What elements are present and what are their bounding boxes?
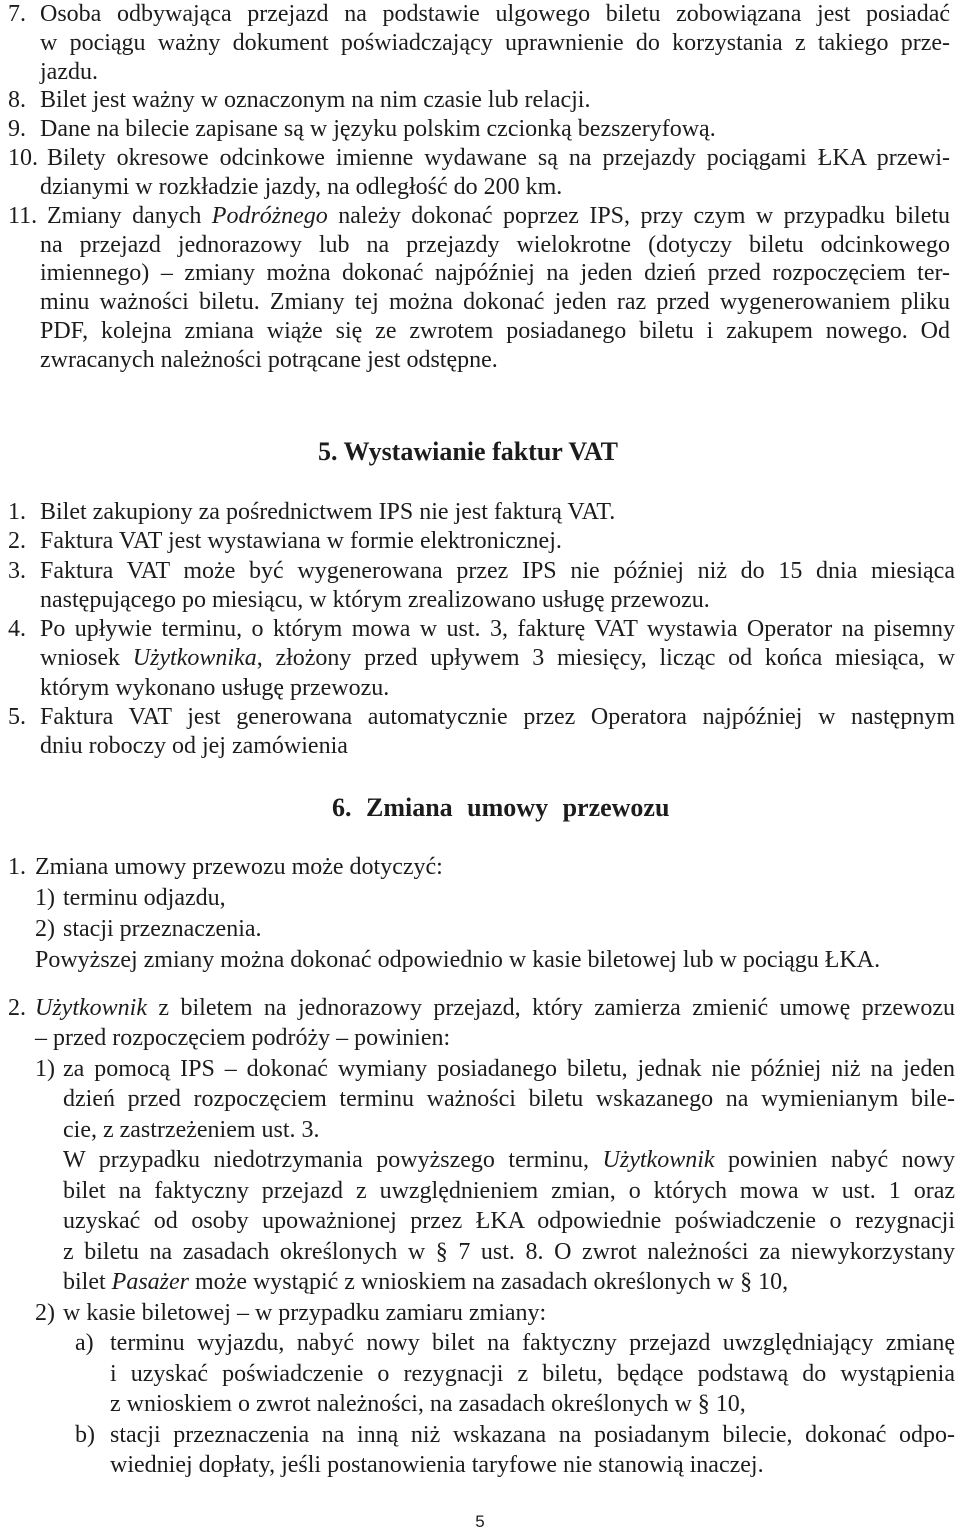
defined-term: Użytkownik [602,1147,715,1174]
section-heading-5: 5. Wystawianie faktur VAT [318,437,619,466]
paragraph-line: dzianymi w rozkładzie jazdy, na odległość do 200 km. [40,173,563,200]
paragraph-line: zwracanych należności potrącane jest odstępne. [40,346,498,373]
paragraph-line: z wnioskiem o zwrot należności, na zasadach określonych w § 10, [110,1391,746,1418]
section-heading-6: 6. Zmiana umowy przewozu [332,793,670,822]
defined-term: Użytkownika [132,645,257,672]
text-segment: Zmiany danych [47,202,212,229]
paragraph-line: Bilety okresowe odcinkowe imienne wydawane są na przejazdy pociągami ŁKA przewi- [47,145,950,172]
sub-item-number: 1) [35,885,55,911]
item-number: 4. [8,616,26,642]
text-segment: powinien nabyć nowy [714,1147,955,1174]
sub-item-a [75,1328,955,1419]
list-item-2 [8,993,955,1481]
note-line: Powyższej zmiany można dokonać odpowiednio w kasie biletowej lub w pociągu ŁKA. [35,947,881,973]
numbered-list-section-5 [8,498,955,761]
sub-item-1 [35,1054,955,1298]
paragraph-line: następującego po miesiącu, w którym zrealizowano usługę przewozu. [40,586,710,613]
paragraph-line: wiedniej dopłaty, jeśli postanowienia taryfowe nie stanowią inaczej. [110,1452,764,1479]
text-segment: wniosek [40,645,133,672]
list-item-8 [8,86,950,115]
paragraph-line: Faktura VAT jest generowana automatycznie przez Operatora najpóźniej w następnym [40,703,955,730]
paragraph-line [40,202,950,231]
list-item-5 [8,703,955,762]
section-6-item-1-block [8,852,955,976]
sub-item-number: 1) [35,1055,55,1082]
paragraph-line: w pociągu ważny dokument poświadczający uprawnienie do korzystania z takiego prze- [40,29,950,56]
list-item-2 [8,527,955,556]
section-6-item-2-block [8,993,955,1481]
paragraph-line: – przed rozpoczęciem podróży – powinien: [35,1025,451,1052]
defined-term: Użytkownik [35,995,147,1021]
paragraph-line [63,1145,955,1175]
item-number: 11. [8,202,38,229]
paragraph-line: cie, z zastrzeżeniem ust. 3. [63,1116,320,1143]
list-item-10 [8,144,950,202]
paragraph-line: na przejazd jednorazowy lub na przejazdy wielokrotne (dotyczy biletu odcinkowego [40,231,950,258]
item-number: 5. [8,703,26,730]
item-number: 10. [8,145,38,172]
item-number: 8. [8,87,26,114]
paragraph-line: jazdu. [40,58,98,85]
list-item-7 [8,0,950,86]
paragraph-line: którym wykonano usługę przewozu. [40,674,390,701]
sub-item-letter: a) [75,1330,94,1357]
defined-term: Podróżnego [211,202,328,229]
item-number: 3. [8,557,26,584]
list-item-11 [8,202,950,375]
paragraph-line: Bilet zakupiony za pośrednictwem IPS nie jest fakturą VAT. [40,499,616,525]
paragraph-line [35,993,955,1023]
item-number: 1. [8,499,26,525]
paragraph-line: bilet na faktyczny przejazd z uwzględnieniem zmian, o których mowa w ust. 1 oraz [63,1177,955,1204]
paragraph-line: minu ważności biletu. Zmiany tej można dokonać jeden raz przed wygenerowaniem pliku [40,289,950,316]
list-item-1 [8,498,955,527]
paragraph-line: stacji przeznaczenia na inną niż wskazana na posiadanym bilecie, dokonać odpo- [110,1421,955,1448]
paragraph-line: dniu roboczy od jej zamówienia [40,733,348,759]
paragraph-line: Faktura VAT jest wystawiana w formie elektronicznej. [40,528,562,555]
text-segment: , złożony przed upływem 3 miesięcy, licząc od końca miesiąca, w [256,645,955,672]
list-item-9 [8,115,950,144]
paragraph-line: terminu wyjazdu, nabyć nowy bilet na faktyczny przejazd uwzględniający zmianę [110,1330,955,1357]
text-segment: bilet [63,1269,112,1296]
paragraph-line: terminu odjazdu, [63,885,226,911]
sub-item-b [75,1420,955,1481]
text-segment: może wystąpić z wnioskiem na zasadach określonych w § 10, [189,1269,789,1296]
sub-item-number: 2) [35,1299,55,1326]
paragraph-line: uzyskać od osoby upoważnionej przez ŁKA odpowiednie poświadczenie o rezygnacji [63,1208,955,1235]
text-segment: z biletem na jednorazowy przejazd, który zamierza zmienić umowę przewozu [146,995,955,1021]
paragraph-line [40,644,955,673]
paragraph-line: Zmiana umowy przewozu może dotyczyć: [35,854,443,880]
paragraph-line: PDF, kolejna zmiana wiąże się ze zwrotem posiadanego biletu i zakupem nowego. Od [40,318,950,345]
item-number: 1. [8,854,26,880]
paragraph-line: Faktura VAT może być wygenerowana przez IPS nie później niż do 15 dnia miesiąca [40,557,955,584]
list-item-4 [8,615,955,703]
defined-term: Pasażer [111,1269,189,1296]
numbered-list-previous-section [8,0,950,375]
item-number: 7. [8,1,26,27]
paragraph-line: dzień przed rozpoczęciem terminu ważności biletu wskazanego na wymienianym bile- [63,1086,955,1113]
text-segment: W przypadku niedotrzymania powyższego terminu, [63,1147,603,1174]
paragraph-line: za pomocą IPS – dokonać wymiany posiadanego biletu, jednak nie później niż na jeden [63,1055,955,1082]
sub-item-2 [35,1298,955,1481]
paragraph-line: Dane na bilecie zapisane są w języku polskim czcionką bezszeryfową. [40,116,716,143]
paragraph-line: i uzyskać poświadczenie o rezygnacji z biletu, będące podstawą do wystąpienia [110,1360,955,1387]
paragraph-line: Po upływie terminu, o którym mowa w ust. 3, fakturę VAT wystawia Operator na pisemny [40,616,955,642]
item-number: 2. [8,995,26,1021]
paragraph-line: Osoba odbywająca przejazd na podstawie ulgowego biletu zobowiązana jest posiadać [40,1,950,27]
text-segment: należy dokonać poprzez IPS, przy czym w przypadku biletu [327,202,951,229]
item-number: 9. [8,116,26,143]
paragraph-line: z biletu na zasadach określonych w § 7 ust. 8. O zwrot należności za niewykorzystany [63,1238,955,1265]
list-item-1 [8,852,955,976]
page-number: 5 [475,1512,485,1531]
paragraph-line: Bilet jest ważny w oznaczonym na nim czasie lub relacji. [40,87,591,114]
list-item-3 [8,557,955,616]
sub-item-1 [35,883,955,914]
paragraph-line: w kasie biletowej – w przypadku zamiaru zmiany: [63,1299,547,1326]
sub-item-letter: b) [75,1421,95,1448]
paragraph-line: imiennego) – zmiany można dokonać najpóźniej na jeden dzień przed rozpoczęciem ter- [40,260,950,287]
sub-item-2 [35,914,955,945]
item-number: 2. [8,528,26,555]
paragraph-line: stacji przeznaczenia. [63,916,262,942]
paragraph-line [63,1267,955,1297]
sub-item-number: 2) [35,916,55,942]
